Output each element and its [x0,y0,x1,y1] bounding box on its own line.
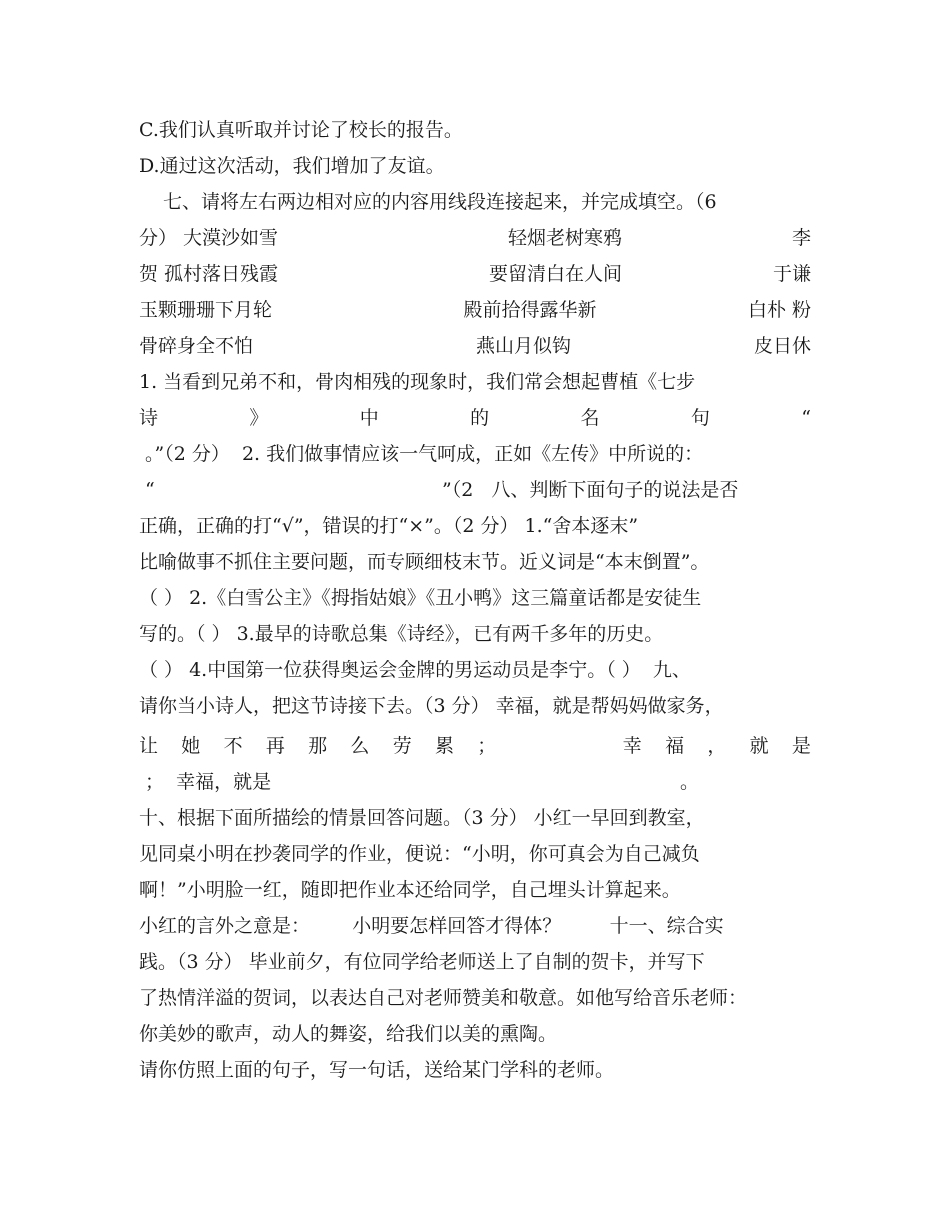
poem-line-2: ； 幸福，就是 [145,771,272,793]
matching-right: 于谦 [772,263,811,285]
question-8-item-4: （ ） 4.中国第一位获得奥运会金牌的男运动员是李宁。（ ） 九、 [139,659,691,681]
text-char: 幸 [622,735,642,757]
text-char: ， [707,735,727,757]
poem-line-spread [139,732,811,760]
question-8-item-1-cont: 比喻做事不抓住主要问题，而专顾细枝末节。近义词是“本末倒置”。 [139,551,710,573]
question-10-text-1: 见同桌小明在抄袭同学的作业，便说：“小明，你可真会为自己减负 [139,843,700,865]
matching-row-2 [139,260,811,288]
text-char: 累 [434,735,454,757]
text-char: 句 [690,407,710,429]
question-11-task: 请你仿照上面的句子，写一句话，送给某门学科的老师。 [139,1059,615,1081]
matching-right: 李 [791,227,811,249]
text-char: 就 [749,735,769,757]
question-10-prompts: 小红的言外之意是： 小明要怎样回答才得体？ 十一、综合实 [139,915,724,937]
text-char: 不 [223,735,243,757]
text-char: “ [801,407,811,429]
text-char: 再 [265,735,285,757]
text-char: 福 [665,735,685,757]
question-8-item-2: （ ） 2.《白雪公主》《拇指姑娘》《丑小鸭》这三篇童话都是安徒生 [139,587,702,609]
text-char: 的 [470,407,490,429]
matching-row-1 [139,224,811,252]
text-char: 让 [139,735,159,757]
text-char: 是 [791,735,811,757]
matching-right: 白朴 粉 [747,299,811,321]
matching-middle: 燕山月似钩 [475,335,571,357]
matching-row-3 [139,296,811,324]
text-char: 么 [350,735,370,757]
open-quote: “ [145,479,155,501]
text-char: ； [477,735,497,757]
text-char: 劳 [392,735,412,757]
matching-left: 贺 孤村落日残霞 [139,263,279,285]
question-7-heading: 七、请将左右两边相对应的内容用线段连接起来，并完成填空。（6 [163,191,717,213]
fill-blank-1-spread [139,404,811,432]
text-char: 名 [580,407,600,429]
fill-blank-1-text: 1. 当看到兄弟不和，骨肉相残的现象时，我们常会想起曹植《七步 [139,371,696,393]
question-9-heading: 请你当小诗人，把这节诗接下去。（3 分） 幸福，就是帮妈妈做家务， [139,695,724,717]
text-char: 》 [249,407,269,429]
matching-right: 皮日休 [753,335,811,357]
question-11-text-1: 践。（3 分） 毕业前夕，有位同学给老师送上了自制的贺卡，并写下 [139,951,705,973]
text-char: 中 [359,407,379,429]
question-10-heading: 十、根据下面所描绘的情景回答问题。（3 分） 小红一早回到教室， [139,807,705,829]
question-8-item-3: 写的。（ ） 3.最早的诗歌总集《诗经》，已有两千多年的历史。 [139,623,664,645]
question-11-example: 你美妙的歌声，动人的舞姿，给我们以美的熏陶。 [139,1023,558,1045]
matching-row-4 [139,332,811,360]
text-gap [520,732,600,760]
question-8-heading: ”（2 八、判断下面句子的说法是否 [442,479,739,501]
text-char: 诗 [139,407,159,429]
matching-middle: 殿前拾得露华新 [463,299,597,321]
matching-middle: 要留清白在人间 [489,263,623,285]
matching-left: 骨碎身全不怕 [139,335,254,357]
text-char: 她 [181,735,201,757]
matching-left: 玉颗珊珊下月轮 [139,299,273,321]
fill-blank-2-text: 。”（2 分） 2. 我们做事情应该一气呵成，正如《左传》中所说的： [139,443,704,465]
matching-middle: 轻烟老树寒鸦 [508,227,623,249]
question-10-text-2: 啊！”小明脸一红，随即把作业本还给同学，自己埋头计算起来。 [139,879,681,901]
option-d: D.通过这次活动，我们增加了友谊。 [139,155,445,177]
text-char: 那 [308,735,328,757]
matching-left: 分） 大漠沙如雪 [139,227,279,249]
question-11-text-2: 了热情洋溢的贺词，以表达自己对老师赞美和敬意。如他写给音乐老师： [139,987,748,1009]
option-c: C.我们认真听取并讨论了校长的报告。 [139,119,463,141]
question-8-item-1: 正确，正确的打“√”，错误的打“×”。（2 分） 1.“舍本逐末” [139,515,639,537]
poem-line-2-end: 。 [680,771,700,793]
